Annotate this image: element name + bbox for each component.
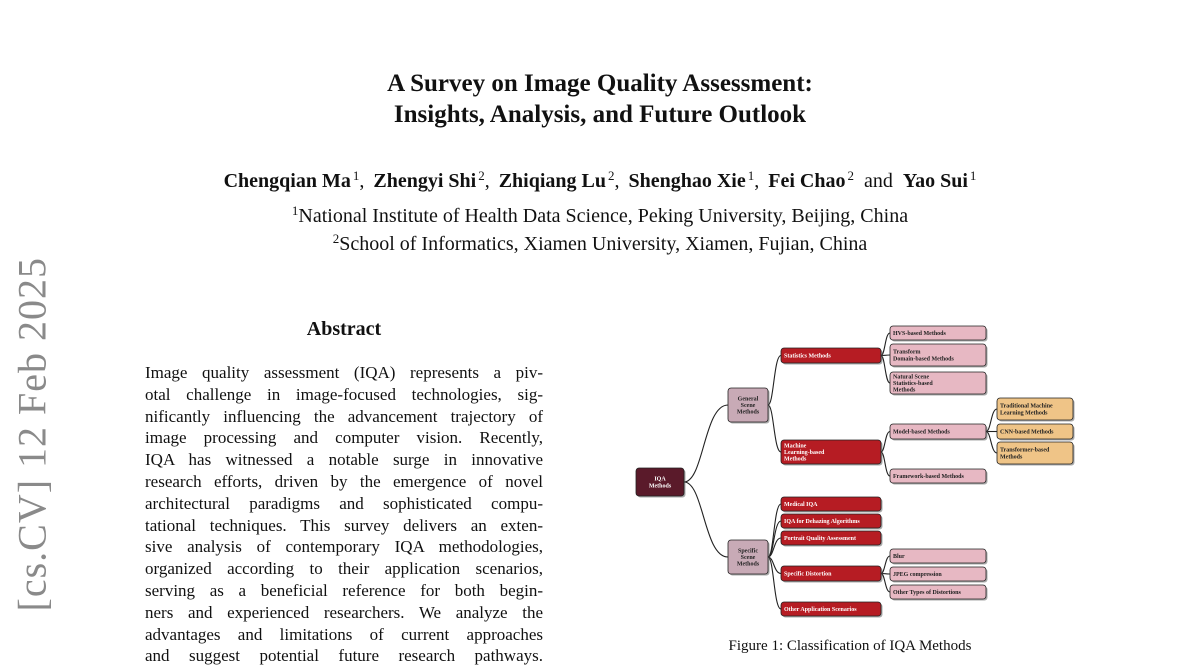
node-framework-based-methods bbox=[890, 469, 988, 485]
author-name: Yao Sui bbox=[902, 170, 968, 192]
abstract-line: IQA has witnessed a notable surge in innovative bbox=[145, 450, 543, 470]
paper-title-line2: Insights, Analysis, and Future Outlook bbox=[393, 101, 807, 128]
iqa-classification-figure bbox=[632, 320, 1082, 620]
affiliation-text: School of Informatics, Xiamen University, Xiamen, Fujian, China bbox=[339, 233, 868, 255]
node-statistics-methods bbox=[781, 348, 883, 365]
figure-caption: Figure 1: Classification of IQA Methods bbox=[728, 638, 972, 654]
author-affil-mark: 1 bbox=[969, 168, 977, 183]
node-iqa-dehazing bbox=[781, 514, 883, 530]
node-label: Machine Learning-based Methods bbox=[784, 443, 825, 463]
node-other-application bbox=[781, 602, 883, 618]
node-hvs-based-methods bbox=[890, 326, 988, 342]
node-label: Natural Scene Statistics-based Methods bbox=[893, 374, 933, 394]
node-portrait-quality bbox=[781, 531, 883, 547]
abstract-line: architectural paradigms and sophisticated compu- bbox=[145, 493, 543, 513]
node-iqa-methods bbox=[636, 468, 686, 498]
node-transform-domain-methods bbox=[890, 344, 988, 368]
abstract-line: sive analysis of contemporary IQA methodologies, bbox=[145, 537, 543, 557]
node-label: Model-based Methods bbox=[893, 429, 950, 436]
abstract-line: tational techniques. This survey delivers an exten- bbox=[145, 515, 543, 535]
abstract-line: Image quality assessment (IQA) represents a piv- bbox=[145, 363, 543, 382]
author-affil-mark: 2 bbox=[607, 168, 615, 183]
affiliation bbox=[0, 231, 1200, 256]
affiliation-text: National Institute of Health Data Science, Peking University, Beijing, China bbox=[298, 205, 909, 227]
node-label: Medical IQA bbox=[784, 502, 818, 508]
node-label: Blur bbox=[893, 554, 905, 560]
affiliation bbox=[0, 203, 1200, 228]
tree-connector bbox=[768, 405, 781, 452]
node-specific-distortion bbox=[781, 566, 883, 583]
node-label: Specific Distortion bbox=[784, 571, 832, 578]
tree-connector bbox=[768, 504, 781, 557]
node-other-distortions bbox=[890, 585, 988, 601]
node-label: Transformer-based Methods bbox=[1000, 447, 1050, 461]
tree-connector bbox=[768, 557, 781, 609]
node-label: Other Application Scenarios bbox=[784, 607, 857, 613]
node-label: CNN-based Methods bbox=[1000, 429, 1054, 436]
node-natural-scene-methods bbox=[890, 372, 988, 396]
tree-connector bbox=[684, 482, 728, 557]
node-label: Other Types of Distortions bbox=[893, 590, 961, 596]
node-label: Statistics Methods bbox=[784, 353, 831, 360]
author-name: Chengqian Ma bbox=[223, 170, 351, 192]
node-label: IQA for Dehazing Algorithms bbox=[784, 519, 860, 525]
author-affil-mark: 2 bbox=[478, 168, 485, 183]
node-jpeg-compression bbox=[890, 567, 988, 583]
node-medical-iqa bbox=[781, 497, 883, 513]
abstract-line: research efforts, driven by the emergence of novel bbox=[145, 471, 543, 491]
node-label: Transform Domain-based Methods bbox=[893, 349, 954, 363]
node-model-based-methods bbox=[890, 424, 988, 441]
node-label: Traditional Machine Learning Methods bbox=[1000, 403, 1053, 417]
node-specific-scene-methods bbox=[728, 540, 770, 576]
affiliation-mark: 1 bbox=[291, 203, 299, 218]
node-label: JPEG compression bbox=[893, 572, 942, 578]
author-name: Fei Chao bbox=[768, 170, 846, 192]
abstract-body bbox=[145, 362, 543, 667]
node-label: Specific Scene Methods bbox=[736, 548, 760, 568]
author-name: Zhiqiang Lu bbox=[498, 170, 606, 192]
tree-connector bbox=[768, 356, 781, 406]
abstract-heading: Abstract bbox=[306, 318, 382, 340]
node-blur bbox=[890, 549, 988, 565]
author-affil-mark: 1 bbox=[747, 168, 755, 183]
node-ml-based-methods bbox=[781, 440, 883, 466]
node-traditional-ml-methods bbox=[997, 398, 1075, 422]
abstract-line: image processing and computer vision. Recently, bbox=[145, 428, 543, 448]
abstract-line: and suggest potential future research pathways. bbox=[145, 646, 543, 666]
abstract-line: advantages and limitations of current approaches bbox=[145, 624, 543, 644]
affiliation-mark: 2 bbox=[332, 231, 340, 246]
node-general-scene-methods bbox=[728, 388, 770, 424]
node-transformer-based-methods bbox=[997, 442, 1075, 466]
abstract-line: otal challenge in image-focused technologies, sig- bbox=[145, 384, 543, 404]
tree-connector bbox=[986, 409, 997, 432]
arxiv-stamp: [cs.CV] 12 Feb 2025 bbox=[9, 256, 55, 612]
node-label: Framework-based Methods bbox=[893, 474, 964, 480]
paper-title-line1: A Survey on Image Quality Assessment: bbox=[387, 70, 813, 97]
author-name: Zhengyi Shi bbox=[373, 170, 477, 192]
tree-connector bbox=[986, 432, 997, 454]
author-affil-mark: 1 bbox=[352, 168, 360, 183]
abstract-line: ners and experienced researchers. We analyze the bbox=[145, 602, 543, 622]
author-and: and bbox=[863, 170, 893, 192]
node-label: HVS-based Methods bbox=[893, 331, 946, 337]
abstract-line: organized according to their application scenarios, bbox=[145, 559, 543, 579]
abstract-line: nificantly influencing the advancement trajectory of bbox=[145, 406, 543, 426]
author-affil-mark: 2 bbox=[847, 168, 854, 183]
author-name: Shenghao Xie bbox=[628, 170, 746, 192]
abstract-line: serving as a beneficial reference for both begin- bbox=[145, 580, 543, 600]
node-label: General Scene Methods bbox=[736, 396, 760, 416]
tree-connector bbox=[684, 405, 728, 482]
author-list: Chengqian Ma $^1$, Zhengyi Shi $^2$, Zhiqiang Lu $^2$, Shenghao Xie $^1$, Fei Chao $^2$ and Yao Sui $^1$ bbox=[223, 168, 977, 192]
node-label: IQA Methods bbox=[648, 476, 672, 490]
node-label: Portrait Quality Assessment bbox=[784, 536, 856, 542]
node-cnn-based-methods bbox=[997, 424, 1075, 441]
